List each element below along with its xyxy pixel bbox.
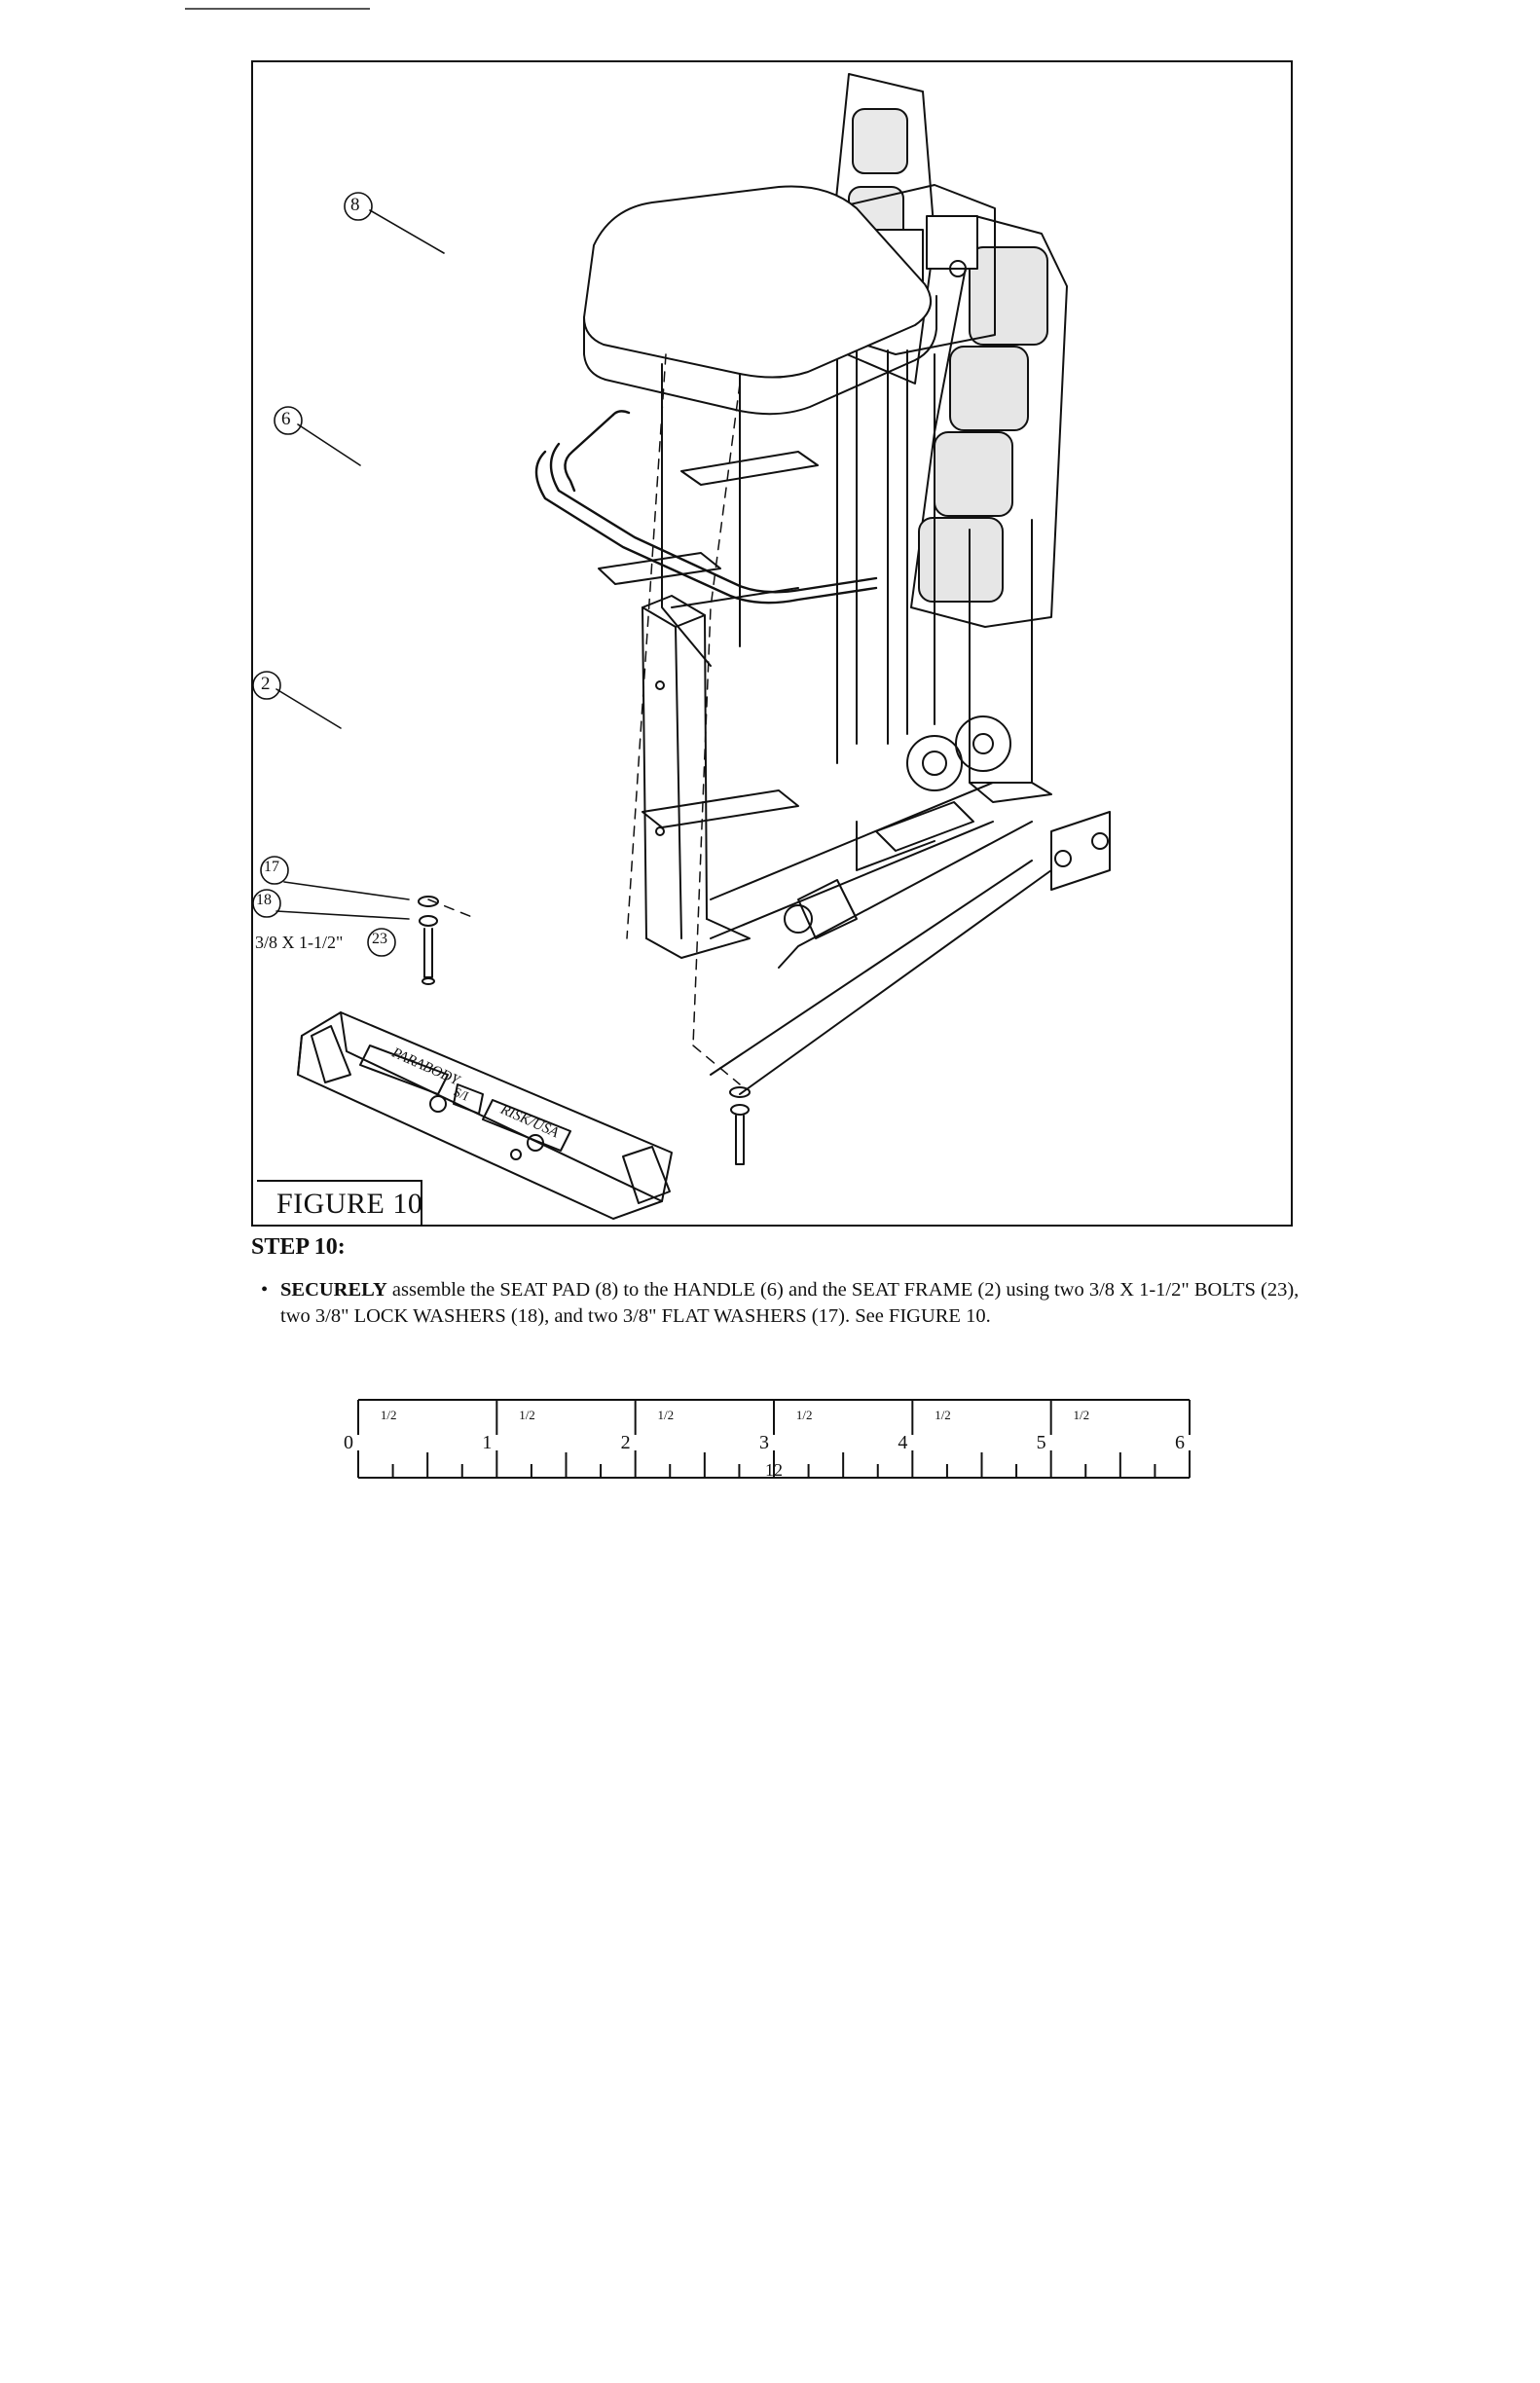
callout-18-label: 18: [256, 892, 272, 908]
ruler-half-label: 1/2: [935, 1408, 951, 1422]
instruction-text: [280, 1277, 1302, 1330]
seat-frame-post-drawing: [642, 596, 750, 958]
base-brand-label: PARABODY: [389, 1045, 462, 1089]
ruler-inch-label: 5: [1036, 1432, 1046, 1453]
ruler-inch-label: 3: [759, 1432, 769, 1453]
ruler-inch-label: 2: [620, 1432, 631, 1453]
hardware-stack-right: [730, 1087, 750, 1164]
step-title: STEP 10:: [251, 1234, 346, 1260]
callout-17-label: 17: [264, 859, 279, 875]
hardware-stack-left: [419, 897, 438, 984]
ruler-half-label: 1/2: [795, 1408, 813, 1422]
ruler-half-label: 1/2: [519, 1408, 535, 1422]
base-logo-label: S/I: [451, 1083, 471, 1104]
handle-drawing: [536, 411, 876, 603]
instruction-bullet: •: [261, 1279, 269, 1301]
bolt-size-label: 3/8 X 1-1/2": [255, 933, 344, 952]
ruler-inch-label: 1: [482, 1432, 493, 1453]
callout-circles: [253, 193, 395, 956]
callout-8-label: 8: [350, 195, 360, 215]
ruler-half-label: 1/2: [1073, 1408, 1090, 1422]
pulley-roller-drawing: [785, 716, 1110, 938]
instruction-emphasis: SECURELY: [280, 1279, 387, 1301]
ruler-half-label: 1/2: [657, 1408, 675, 1422]
callout-leader-lines: [276, 210, 444, 919]
figure-title: FIGURE 10: [276, 1188, 423, 1220]
ruler-center-label: 12: [765, 1460, 783, 1480]
figure-10-frame: [251, 60, 1293, 1227]
instruction-line-2: two 3/8" LOCK WASHERS (18), and two 3/8" FLAT WASHERS (17). See FIGURE 10.: [280, 1305, 991, 1327]
top-rule-line: [185, 8, 370, 10]
ruler-half-label: 1/2: [380, 1408, 397, 1422]
instruction-line-1: assemble the SEAT PAD (8) to the HANDLE (6) and the SEAT FRAME (2) using two 3/8 X 1-1/2" BOLTS (23),: [386, 1279, 1300, 1301]
callout-23-label: 23: [372, 931, 387, 947]
ruler-graphic: [344, 1396, 1199, 1484]
callout-2-label: 2: [261, 674, 271, 694]
ruler-inch-label: 0: [344, 1432, 353, 1453]
dashed-alignment-lines: [428, 354, 740, 1084]
base-origin-label: RISK/USA: [497, 1101, 562, 1142]
ruler-inch-label: 4: [898, 1432, 908, 1453]
inch-ruler: [344, 1396, 1199, 1488]
callout-6-label: 6: [281, 409, 291, 429]
seat-frame-drawing: [599, 364, 818, 827]
ruler-inch-label: 6: [1175, 1432, 1185, 1453]
